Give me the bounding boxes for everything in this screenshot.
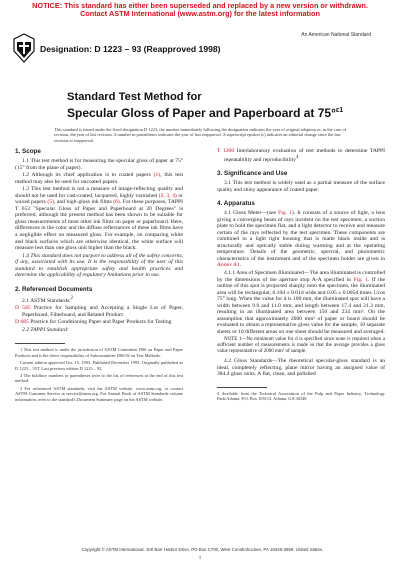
- paragraph-2-1: [15, 296, 183, 304]
- footnote-marker: 4: [296, 154, 299, 160]
- footnote-3: 3 For referenced ASTM standards, visit the ASTM website, www.astm.org, or contact ASTM Customer Service at service@astm.org. For Annual Book of ASTM Standards volume information, refer to the standard's Document Summary page on the ASTM website.: [15, 385, 183, 402]
- paragraph-4-2: 4.2 Gloss Standards—The theoretical specular-gloss standard is an ideal, completely reflecting, plane mirror having an assigned value of 384.4 gloss units. A flat, clean, and polished: [217, 358, 385, 378]
- notice-line-2: Contact ASTM International (www.astm.org) for the latest information: [80, 9, 320, 19]
- reference-link[interactable]: (5): [47, 199, 54, 206]
- text: . For these purposes, TAPPI T 653 "Specular Gloss of Paper and Paperboard at 20 Degrees" is preferred, although the present method has been shown to be suitable for gloss measurements of most other ink films on paper or paperboard. Here, differences in the color and the diffuse reflectances of these ink films have a negligible effect on measured gloss. For example, on comparing white and black surfaces which are otherwise identical, the white surface will measure less than one gloss unit higher than the black.: [15, 199, 183, 252]
- copyright-footer: Copyright © ASTM International, 100 Barr Harbor Drive, PO Box C700, West Conshohocken, PA 19428-2959, United States.: [81, 547, 324, 552]
- footnote-4: 4 Available from the Technical Association of the Pulp and Paper Industry, Technology Park/Atlanta, P.O. Box 105113, Atlanta, GA 30348.: [217, 384, 385, 402]
- page-number: 1: [198, 556, 202, 561]
- annex-link[interactable]: Annex A1: [217, 262, 240, 269]
- paragraph-4-1: [217, 210, 385, 269]
- text: . If the outline of this spot is projected sharply onto the specimen, the illuminated area will be rectangular, 0.10d ± 0.01d wide and 0.05 ± 0.005d times 1/cos 75° long. When the value for d is 100 mm, the illuminated spot will have a width between 9.0 and 11.0 mm, and length between 17.4 and 21.3 mm, resulting in an illuminated area between 156 and 234 mm². On the assumption that approximately 2000 mm² of paper or board should be evaluated to obtain a representative gloss value for the sample, 10 separate sheets or 10 different areas on one sheet should be measured and averaged.: [217, 276, 385, 335]
- text: 4.1 Gloss Meter—(see: [224, 210, 279, 217]
- text: 1.3 This test method is not a measure of image-reflecting quality and should not be used for cast-coated, lacquered, highly varnished: [15, 186, 183, 199]
- text: .: [239, 262, 242, 269]
- standard-link[interactable]: D 585: [15, 305, 31, 312]
- paragraph-1-3: [15, 186, 183, 251]
- footnote-2: 2 The boldface numbers in parentheses refer to the list of references at the end of this test method.: [15, 373, 183, 384]
- figure-link[interactable]: Fig. 1: [353, 276, 368, 283]
- text: Practice for Sampling and Accepting a Single Lot of Paper, Paperboard, Fiberboard, and Related Product: [22, 305, 183, 318]
- reference-link[interactable]: (1): [153, 172, 161, 179]
- reference-item: [15, 319, 183, 326]
- text: , this test method may also be used for uncoated papers.: [15, 172, 184, 185]
- footnote-divider: [15, 343, 65, 344]
- section-heading-significance: 3. Significance and Use: [217, 169, 288, 177]
- reference-item: [15, 305, 183, 318]
- section-heading-scope: 1. Scope: [15, 148, 41, 155]
- footnote-1: 1 This test method is under the jurisdiction of ASTM Committee D06 on Paper and Paper Products and is the direct responsibility of Subcommittee D06.92 on Test Methods.: [15, 347, 183, 358]
- text: Practice for Conditioning Paper and Paper Products for Testing: [28, 319, 172, 326]
- right-column: [217, 148, 385, 402]
- text: Interlaboratory evaluation of test methods to determine TAPPI repeatability and reproducibility: [224, 148, 385, 163]
- reference-item: [217, 148, 385, 163]
- footnote-marker: 2: [70, 295, 73, 301]
- reference-link[interactable]: (6): [113, 199, 120, 206]
- document-title: [67, 91, 387, 120]
- paragraph-1-1: 1.1 This test method is for measuring the specular gloss of paper at 75° (15° from the plane of paper).: [15, 158, 183, 171]
- standard-link[interactable]: D 685: [15, 319, 29, 326]
- standard-link[interactable]: T 1200: [217, 148, 235, 154]
- issuance-statement: This standard is issued under the fixed designation D 1223; the number immediately following the designation indicates the year of original adoption or, in the case of revision, the year of last revision. A number in parentheses indicates the year of last reapproval. A superscript epsilon (ε) indicates an editorial change since the last revision or reapproval.: [54, 127, 347, 143]
- national-standard-label: An American National Standard: [301, 32, 371, 38]
- paragraph-2-2: 2.2 TAPPI Standard:: [22, 326, 69, 333]
- paragraph-1-2: [15, 172, 183, 185]
- paragraph-3-1: 3.1 This test method is widely used as a partial measure of the surface quality and shiny appearance of coated paper.: [217, 179, 385, 193]
- paragraph-1-4: 1.4 This standard does not purport to address all of the safety concerns, if any, associated with its use. It is the responsibility of the user of this standard to establish appropriate safety and health practices and determine the applicability of regulatory limitations prior to use.: [15, 252, 183, 279]
- text: ). It consists of a source of light, a lens giving a converging beam of rays incident on the test specimen, a suction plate to hold the specimen flat, and a light detector to receive and measure certain of the rays reflected by the test specimen. These components are combined in a light tight housing that is matte black inside and is structurally and optically stable during warming and at the operating temperature. Details of the geometric, spectral, and photometric characteristics of the instrument and of the specimen holder are given in: [217, 210, 386, 262]
- reference-link[interactable]: (2, 3, 4): [158, 192, 177, 199]
- paragraph-4-1-1: [217, 270, 385, 335]
- astm-logo-icon: [13, 33, 35, 63]
- figure-link[interactable]: Fig. 1: [278, 210, 292, 217]
- note-1: NOTE 1—No minimum value for d is specified since none is required when a sufficient number of measurements is made so that the average provides a gloss value representative of 2000 mm² of sample.: [217, 337, 385, 355]
- text: or waxed papers: [15, 192, 183, 206]
- title-line-2: [67, 104, 387, 120]
- designation: Designation: D 1223 – 93 (Reapproved 1998): [40, 44, 221, 54]
- section-heading-referenced-documents: 2. Referenced Documents: [15, 285, 93, 293]
- footnote-1b: Current edition approved Oct. 15, 1993. Published December 1993. Originally published as D 1223 – 55T. Last previous edition D 1223 – 92.: [15, 360, 183, 371]
- text: 2.1 ASTM Standards:: [22, 297, 71, 304]
- text: , and high-gloss ink films: [53, 199, 114, 206]
- title-superscript: ε1: [335, 107, 344, 114]
- text: 4.1.1 Area of Specimen Illuminated—The area illuminated is controlled by the dimensions of the aperture stop A-A specified in: [217, 269, 385, 283]
- text: 1.2 Although its chief application is to coated papers: [22, 172, 154, 179]
- title-line-1: Standard Test Method for: [67, 91, 202, 103]
- left-column: [15, 148, 183, 404]
- notice-line-1: NOTICE: This standard has either been superseded and replaced by a new version or withdrawn.: [32, 1, 368, 10]
- withdrawal-notice: [0, 2, 400, 19]
- section-heading-apparatus: 4. Apparatus: [217, 200, 255, 208]
- title-text: Specular Gloss of Paper and Paperboard at 75°: [67, 106, 336, 120]
